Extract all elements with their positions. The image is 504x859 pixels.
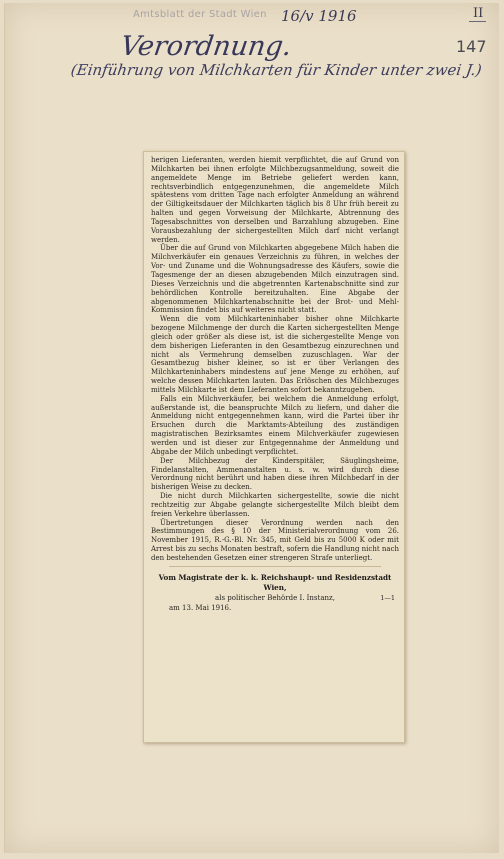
handwritten-date: 16/v 1916	[281, 7, 357, 25]
signature-instance	[151, 593, 399, 603]
handwritten-subtitle: (Einführung von Milchkarten für Kinder unter zwei J.)	[69, 61, 483, 79]
divider	[169, 566, 381, 567]
signature-date: am 13. Mai 1916.	[169, 603, 232, 612]
clipping-paragraph: Falls ein Milchverkäufer, bei welchem die Anmeldung erfolgt, außerstande ist, die beanspruchte Milch zu liefern, und daher die Anmeldung nicht entgegennehmen kann, wird die Partei über ihr Ersuchen durch die Marktamts-Abteilung des zuständigen magistratischen Bezirksamtes einem Milchverkäufer zugewiesen werden und ist dieser zur Entgegennahme der Anmeldung und Abgabe der Milch unbedingt verpflichtet.	[151, 394, 399, 456]
signature-authority: Vom Magistrate der k. k. Reichshaupt- und Residenzstadt Wien,	[158, 572, 392, 592]
roman-numeral: II	[473, 6, 484, 21]
archive-sheet	[4, 3, 499, 853]
archive-stamp: Amtsblatt der Stadt Wien	[133, 9, 267, 20]
page-number: 147	[456, 37, 487, 56]
clipping-paragraph: Der Milchbezug der Kinderspitäler, Säuglingsheime, Findelanstalten, Ammenanstalten u. s. w. wird durch diese Verordnung nicht berührt und haben diese ihren Milchbedarf in der bisherigen Weise zu decken.	[151, 456, 399, 492]
clipping-paragraph: herigen Lieferanten, werden hiemit verpflichtet, die auf Grund von Milchkarten bei ihnen erfolgte Milchbezugsanmeldung, soweit die angemeldete Menge im Betriebe geliefert werden kann, rechtsverbindlich entgegenzunehmen, die angemeldete Milch spätestens vom dritten Tage nach erfolgter Anmeldung an während der Giltigkeitsdauer der Milchkarten täglich bis 8 Uhr früh bereit zu halten und gegen Vorweisung der Milchkarte, Abtrennung des Tagesabschnittes von derselben und Barzahlung abzugeben. Eine Vorausbezahlung der sichergestellten Milch darf nicht verlangt werden.	[151, 156, 399, 244]
clipping-paragraph: Übertretungen dieser Verordnung werden nach den Bestimmungen des § 10 der Ministerialverordnung vom 26. November 1915, R.-G.-Bl. Nr. 345, mit Geld bis zu 5000 K oder mit Arrest bis zu sechs Monaten bestraft, sofern die Handlung nicht nach den bestehenden Gesetzen einer strengeren Strafe unterliegt.	[151, 518, 399, 562]
signature-reference: 1—1	[380, 593, 395, 602]
signature-instance-text: als politischer Behörde I. Instanz,	[215, 593, 335, 602]
clipping-paragraph: Wenn die vom Milchkarteninhaber bisher ohne Milchkarte bezogene Milchmenge der durch die Karten sichergestellten Menge gleich oder größer als diese ist, ist die sichergestellte Menge von dem bisherigen Lieferanten in den Gesamtbezug einzurechnen und nicht als Vermehrung demselben zuzuschlagen. War der Gesamtbezug bisher kleiner, so ist er über Verlangen des Milchkarteninhabers mindestens auf jene Menge zu erhöhen, auf welche dessen Milchkarten lauten. Das Erlöschen des Milchbezuges mittels Milchkarte ist dem Lieferanten sofort bekanntzugeben.	[151, 315, 399, 394]
clipping-paragraph: Die nicht durch Milchkarten sichergestellte, sowie die nicht rechtzeitig zur Abgabe gelangte sichergestellte Milch bleibt dem freien Verkehre überlassen.	[151, 492, 399, 518]
clipping-paragraph: Über die auf Grund von Milchkarten abgegebene Milch haben die Milchverkäufer ein genaues Verzeichnis zu führen, in welches der Vor- und Zuname und die Wohnungsadresse des Käufers, sowie die Tagesmenge der an diesen abzugebenden Milch einzutragen sind. Dieses Verzeichnis und die abgetrennten Kartenabschnitte sind zur behördlichen Kontrolle bereitzuhalten. Eine Abgabe der abgenommenen Milchkartenabschnitte bei der Brot- und Mehl-Kommission findet bis auf weiteres nicht statt.	[151, 244, 399, 315]
handwritten-title: Verordnung.	[118, 31, 294, 62]
newspaper-clipping	[143, 151, 405, 743]
